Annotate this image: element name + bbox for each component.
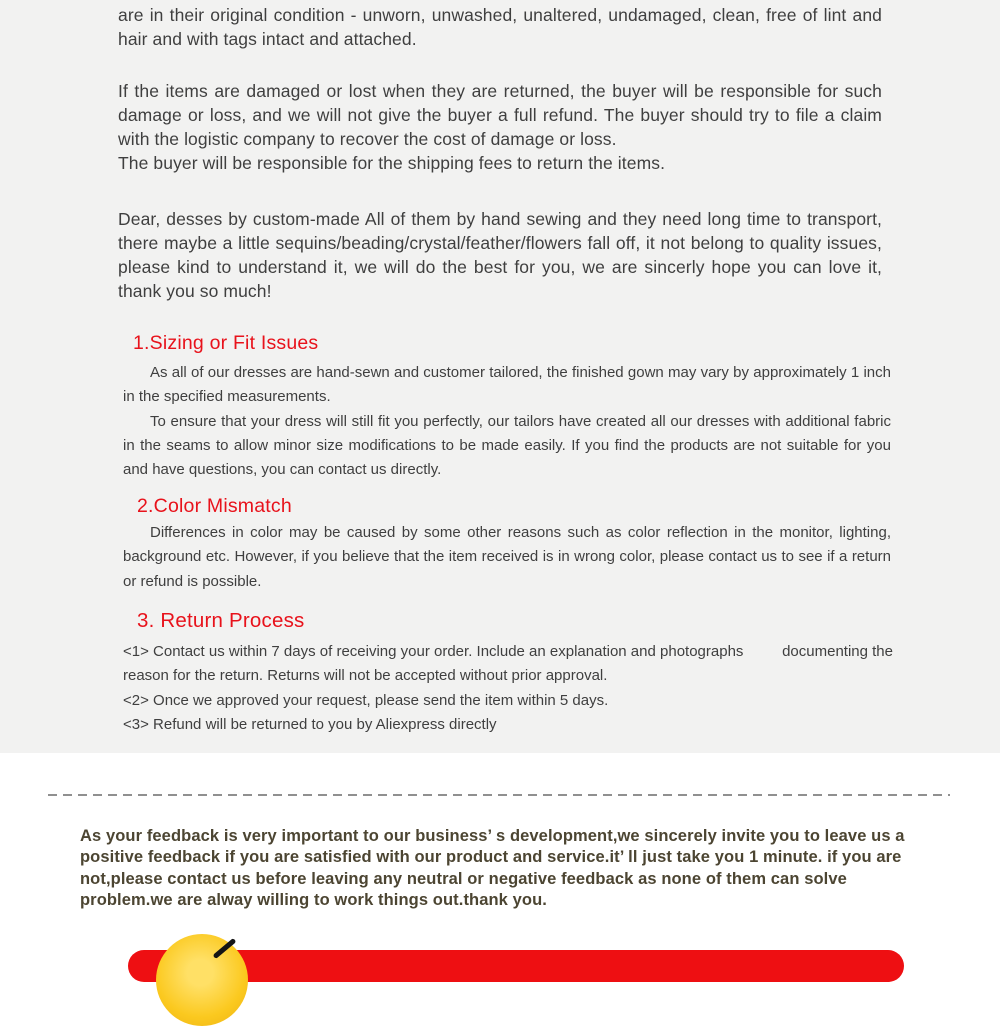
paragraph-sizing-variance: As all of our dresses are hand-sewn and customer tailored, the finished gown may vary by approximately 1 inch in the specified measurements. <box>123 364 891 406</box>
section-heading-sizing-fit-issues: 1.Sizing or Fit Issues <box>133 332 319 354</box>
paragraph-custom-made-note: Dear, desses by custom-made All of them by hand sewing and they need long time to transport, there maybe a little sequins/beading/crystal/feather/flowers fall off, it not belong to quality issues, please kind to understand it, we will do the best for you, we are sincerly hope you can love it, thank you so much! <box>118 209 882 301</box>
smiley-eyebrow-stroke <box>213 938 237 959</box>
paragraph-color-differences: Differences in color may be caused by some other reasons such as color reflection in the monitor, lighting, background etc. However, if you believe that the item received is in wrong color, please contact us to see if a return or refund is possible. <box>123 524 891 590</box>
feedback-invitation-note: As your feedback is very important to our business’ s development,we sincerely invite you to leave us a positive feedback if you are satisfied with our product and service.it’ ll just take you 1 minute. if you are not,please contact us before leaving any neutral or negative feedback as none of them can solve problem.we are alway willing to work things out.thank you. <box>80 827 905 910</box>
section-heading-color-mismatch: 2.Color Mismatch <box>137 495 292 517</box>
return-step-1-line-1 <box>123 640 893 664</box>
section-heading-return-process: 3. Return Process <box>137 609 305 632</box>
smiley-face-icon <box>156 934 248 1026</box>
paragraph-additional-fabric: To ensure that your dress will still fit you perfectly, our tailors have created all our dresses with additional fabric in the seams to allow minor size modifications to be made easily. If you find the products are not suitable for you and have questions, you can contact us directly. <box>123 412 891 479</box>
return-step-1-line-2: reason for the return. Returns will not be accepted without prior approval. <box>123 667 608 685</box>
dashed-divider <box>48 794 950 796</box>
paragraph-original-condition: are in their original condition - unworn, unwashed, unaltered, undamaged, clean, free of lint and hair and with tags intact and attached. <box>118 5 882 49</box>
paragraph-shipping-fees: The buyer will be responsible for the shipping fees to return the items. <box>118 153 666 173</box>
return-step-1-text: <1> Contact us within 7 days of receiving your order. Include an explanation and photographs <box>123 643 744 660</box>
section-body-color-mismatch <box>123 521 891 594</box>
return-step-1-text-tail: documenting the <box>782 643 893 660</box>
return-step-2: <2> Once we approved your request, please send the item within 5 days. <box>123 691 609 709</box>
return-step-3: <3> Refund will be returned to you by Aliexpress directly <box>123 715 497 733</box>
section-body-sizing-fit-issues <box>123 361 891 482</box>
paragraph-damaged-or-lost: If the items are damaged or lost when they are returned, the buyer will be responsible for such damage or loss, and we will not give the buyer a full refund. The buyer should try to file a claim with the logistic company to recover the cost of damage or loss. <box>118 81 882 149</box>
section-body-return-process <box>123 640 893 737</box>
